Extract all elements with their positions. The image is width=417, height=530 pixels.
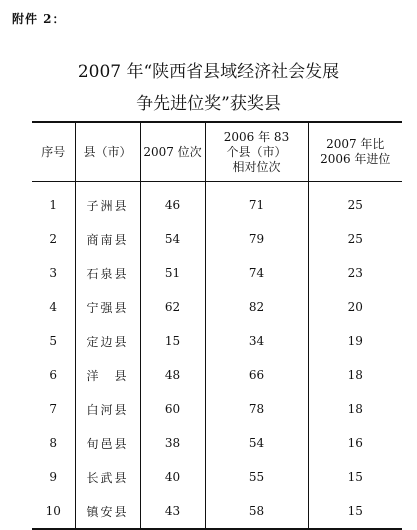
- cell-county: 长武县: [75, 460, 140, 494]
- cell-county: 白河县: [75, 392, 140, 426]
- cell-rank: 10: [45, 504, 61, 518]
- cell-gain: 15: [308, 460, 402, 494]
- cell-rank: 9: [49, 470, 58, 484]
- attachment-label: 附件 2：: [12, 12, 66, 26]
- cell-position-2007: 51: [140, 256, 205, 290]
- cell-position-2006: 58: [205, 494, 308, 529]
- cell-position-2006: 79: [205, 222, 308, 256]
- cell-gain: 18: [308, 392, 402, 426]
- cell-rank: 6: [49, 368, 58, 382]
- cell-position-2006: 78: [205, 392, 308, 426]
- header-position-2006-line-1: 2006 年 83: [223, 129, 290, 144]
- cell-gain: 23: [308, 256, 402, 290]
- table-row: [32, 290, 402, 324]
- cell-position-2006: 66: [205, 358, 308, 392]
- cell-position-2007: 43: [140, 494, 205, 529]
- header-gain-line-2: 2006 年进位: [320, 152, 391, 166]
- cell-rank: 4: [49, 300, 58, 314]
- cell-county: 镇安县: [75, 494, 140, 529]
- cell-position-2006: 34: [205, 324, 308, 358]
- table-row: [32, 358, 402, 392]
- cell-county: 石泉县: [75, 256, 140, 290]
- header-position-2007: 2007 位次: [140, 122, 205, 182]
- header-position-2006-line-2: 个县（市）: [226, 144, 287, 159]
- cell-gain: 16: [308, 426, 402, 460]
- table-row: [32, 392, 402, 426]
- header-position-2006: [205, 122, 308, 182]
- cell-position-2007: 60: [140, 392, 205, 426]
- cell-gain: 18: [308, 358, 402, 392]
- cell-county: 洋 县: [75, 358, 140, 392]
- cell-position-2006: 55: [205, 460, 308, 494]
- cell-position-2007: 40: [140, 460, 205, 494]
- cell-rank: 8: [49, 436, 58, 450]
- cell-position-2007: 46: [140, 182, 205, 223]
- cell-gain: 19: [308, 324, 402, 358]
- cell-county: 子洲县: [75, 182, 140, 223]
- header-position-2006-line-3: 相对位次: [232, 159, 281, 174]
- header-gain: [308, 122, 402, 182]
- cell-position-2007: 48: [140, 358, 205, 392]
- cell-rank: 5: [49, 334, 58, 348]
- cell-gain: 25: [308, 222, 402, 256]
- cell-position-2007: 62: [140, 290, 205, 324]
- cell-position-2006: 71: [205, 182, 308, 223]
- header-county: 县（市）: [75, 122, 140, 182]
- cell-gain: 20: [308, 290, 402, 324]
- cell-position-2006: 82: [205, 290, 308, 324]
- header-gain-line-1: 2007 年比: [326, 137, 385, 151]
- table-row: [32, 182, 402, 223]
- cell-gain: 15: [308, 494, 402, 529]
- cell-position-2007: 38: [140, 426, 205, 460]
- table-row: [32, 494, 402, 529]
- table-row: [32, 324, 402, 358]
- document-title-line-2: 争先进位奖”获奖县: [136, 94, 281, 114]
- cell-rank: 2: [49, 232, 58, 246]
- cell-position-2006: 54: [205, 426, 308, 460]
- cell-gain: 25: [308, 182, 402, 223]
- cell-position-2007: 54: [140, 222, 205, 256]
- cell-position-2006: 74: [205, 256, 308, 290]
- cell-rank: 3: [49, 266, 58, 280]
- header-rank: 序号: [32, 122, 75, 182]
- cell-rank: 7: [49, 402, 58, 416]
- cell-rank: 1: [49, 198, 58, 212]
- award-table: [32, 121, 402, 530]
- cell-county: 商南县: [75, 222, 140, 256]
- cell-county: 宁强县: [75, 290, 140, 324]
- table-row: [32, 460, 402, 494]
- document-title-line-1: 2007 年“陕西省县域经济社会发展: [77, 62, 340, 82]
- table-header-row: [32, 122, 402, 182]
- table-row: [32, 426, 402, 460]
- table-row: [32, 256, 402, 290]
- cell-county: 定边县: [75, 324, 140, 358]
- cell-position-2007: 15: [140, 324, 205, 358]
- table-row: [32, 222, 402, 256]
- cell-county: 旬邑县: [75, 426, 140, 460]
